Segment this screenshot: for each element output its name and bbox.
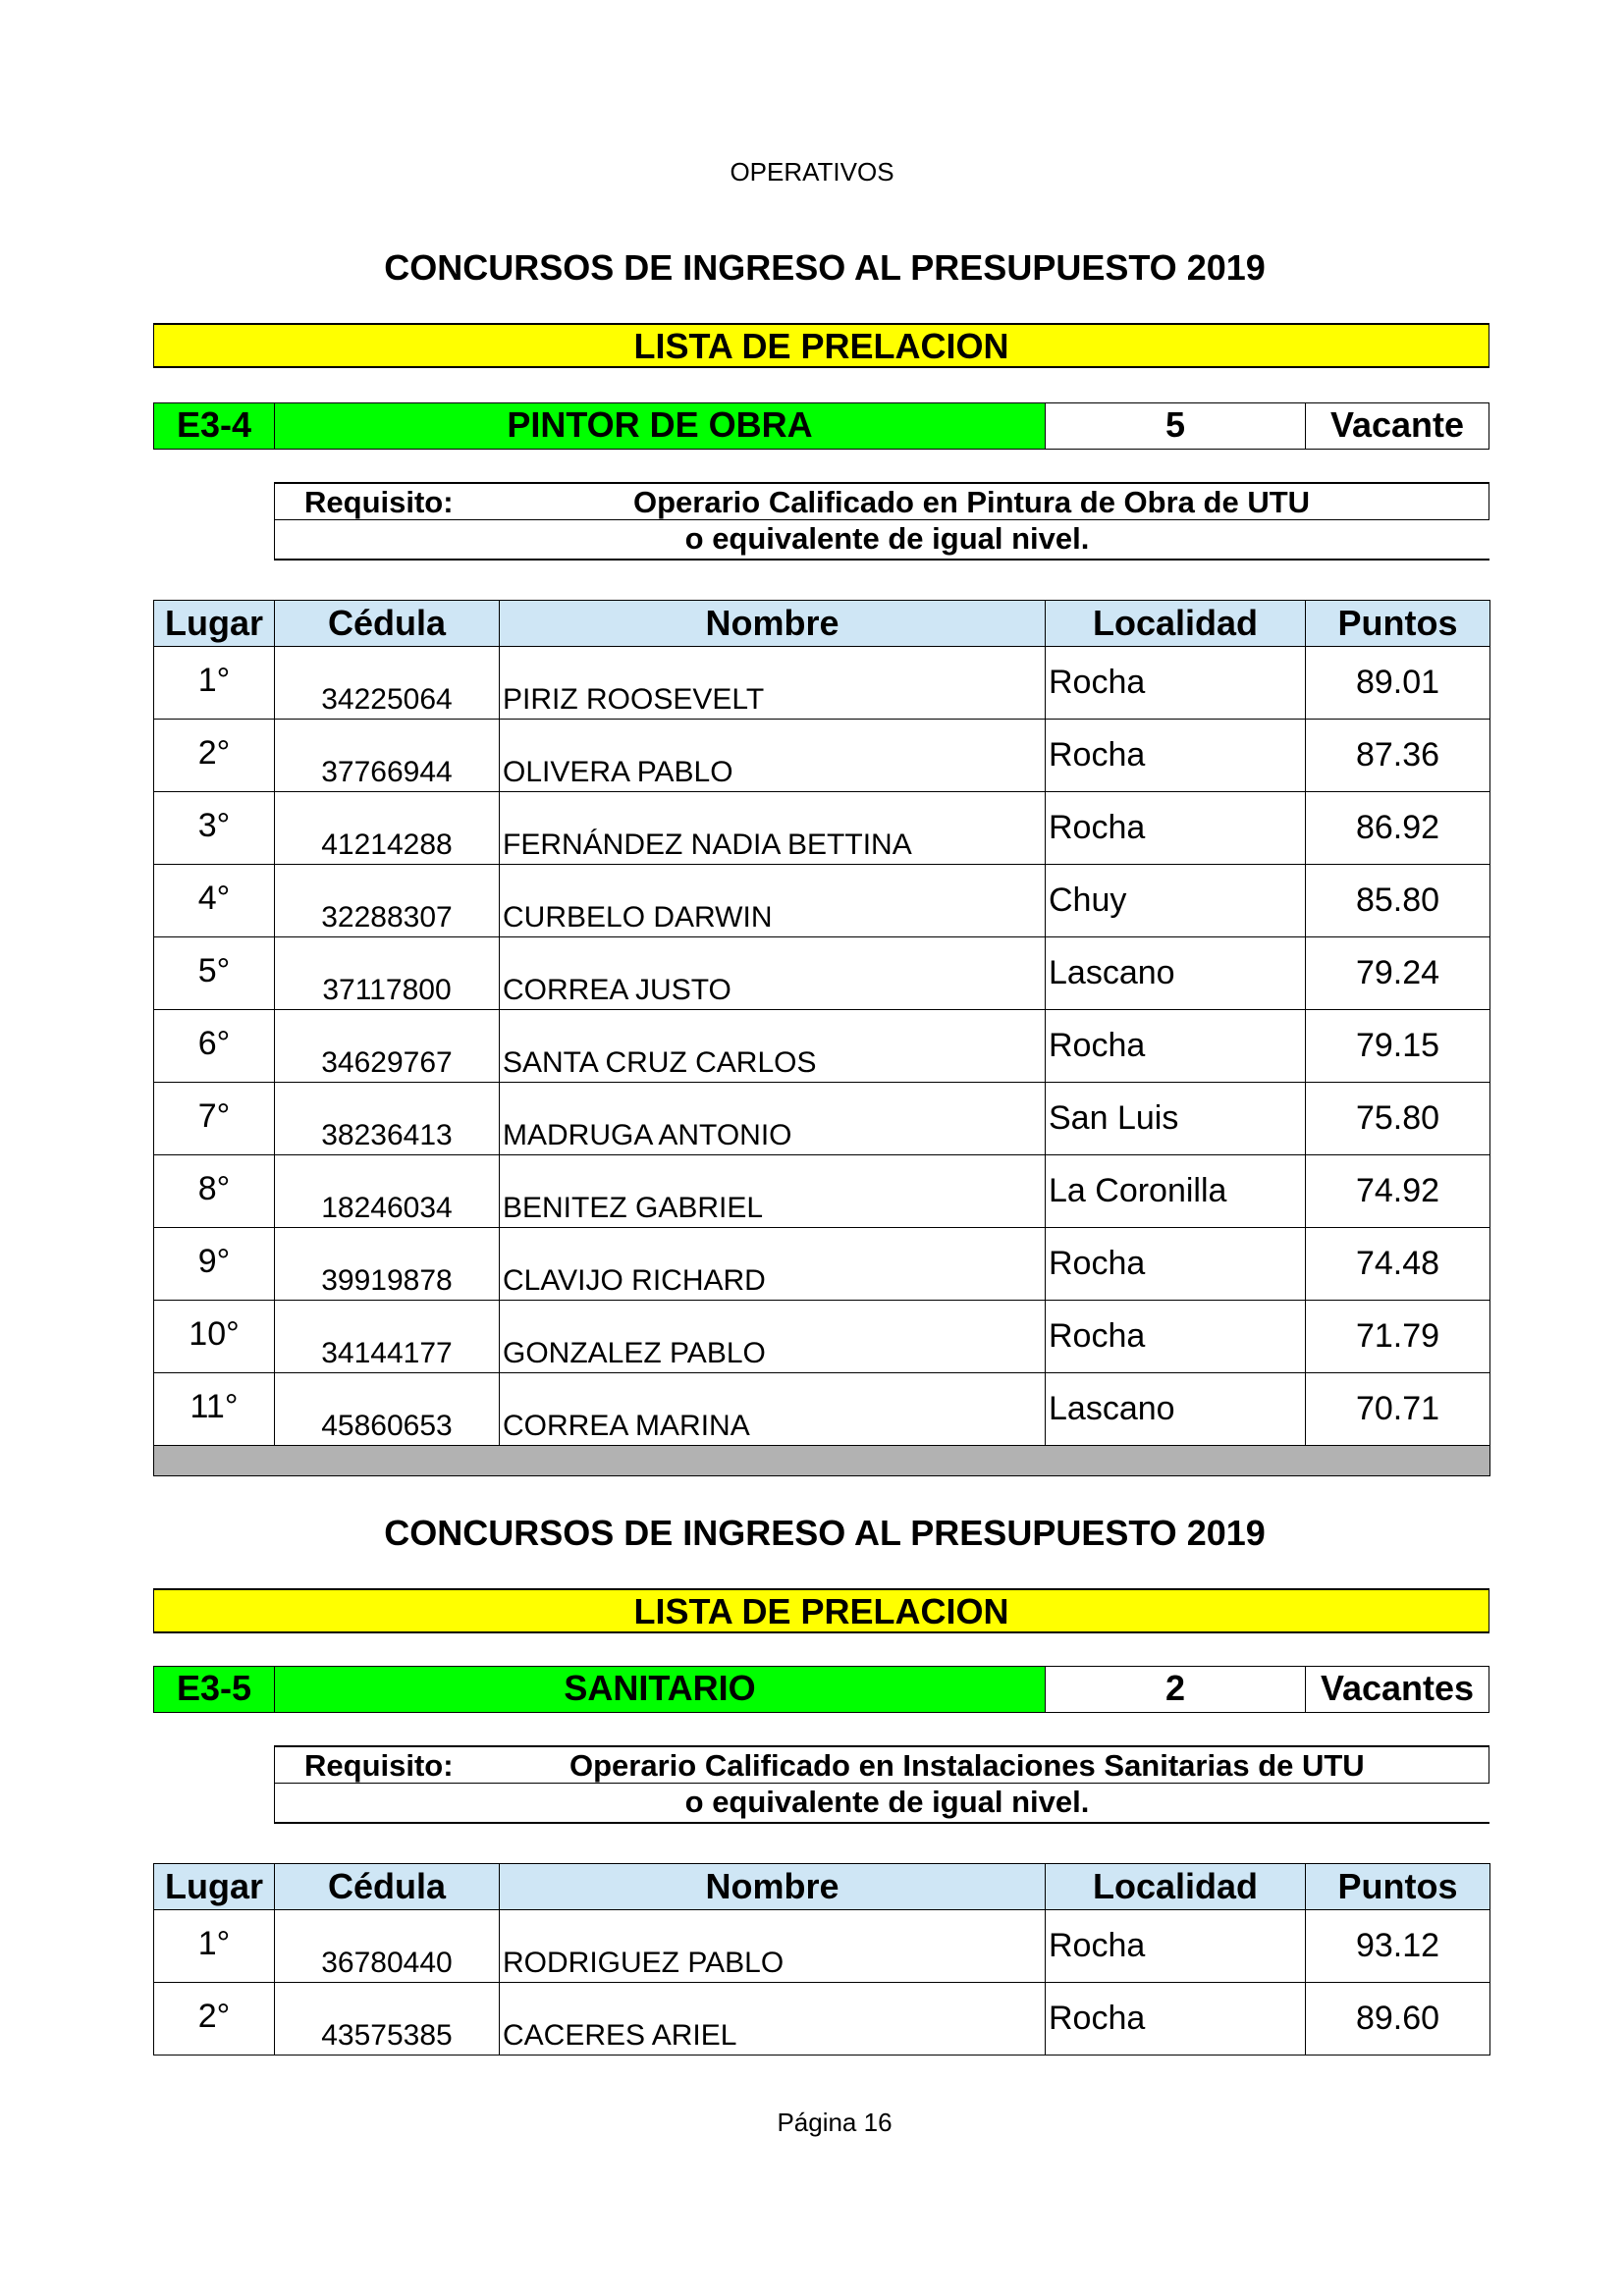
cell-nombre: PIRIZ ROOSEVELT <box>500 647 1046 720</box>
cell-localidad: Rocha <box>1046 1983 1306 2056</box>
col-header-localidad: Localidad <box>1046 1864 1306 1910</box>
cell-localidad: Rocha <box>1046 792 1306 865</box>
cell-localidad: Rocha <box>1046 1010 1306 1083</box>
table-footer-cell <box>154 1446 1490 1476</box>
cell-cedula: 37766944 <box>275 720 500 792</box>
cell-localidad: Lascano <box>1046 937 1306 1010</box>
cell-nombre: MADRUGA ANTONIO <box>500 1083 1046 1155</box>
requirement-label: Requisito: <box>304 485 454 519</box>
cell-puntos: 89.01 <box>1306 647 1490 720</box>
job-code: E3-4 <box>154 403 275 449</box>
cell-lugar: 2° <box>154 720 275 792</box>
cell-lugar: 3° <box>154 792 275 865</box>
cell-puntos: 89.60 <box>1306 1983 1490 2056</box>
cell-puntos: 85.80 <box>1306 865 1490 937</box>
table-row <box>154 1228 1490 1301</box>
col-header-localidad: Localidad <box>1046 601 1306 647</box>
cell-cedula: 34225064 <box>275 647 500 720</box>
section-1-requirement <box>274 482 1489 561</box>
requirement-line-2: o equivalente de igual nivel. <box>274 520 1489 561</box>
cell-lugar: 1° <box>154 1910 275 1983</box>
col-header-cedula: Cédula <box>275 601 500 647</box>
cell-lugar: 8° <box>154 1155 275 1228</box>
table-row <box>154 1083 1490 1155</box>
cell-cedula: 38236413 <box>275 1083 500 1155</box>
table-row <box>154 937 1490 1010</box>
cell-lugar: 6° <box>154 1010 275 1083</box>
table-row <box>154 647 1490 720</box>
cell-puntos: 86.92 <box>1306 792 1490 865</box>
cell-lugar: 1° <box>154 647 275 720</box>
cell-cedula: 39919878 <box>275 1228 500 1301</box>
table-header-row <box>154 1864 1490 1910</box>
cell-lugar: 4° <box>154 865 275 937</box>
vacancy-label: Vacante <box>1306 403 1489 449</box>
section-2-job-row <box>153 1666 1489 1713</box>
requirement-line-2: o equivalente de igual nivel. <box>274 1784 1489 1824</box>
cell-cedula: 45860653 <box>275 1373 500 1446</box>
cell-nombre: SANTA CRUZ CARLOS <box>500 1010 1046 1083</box>
cell-nombre: GONZALEZ PABLO <box>500 1301 1046 1373</box>
cell-cedula: 34144177 <box>275 1301 500 1373</box>
job-code: E3-5 <box>154 1667 275 1712</box>
cell-lugar: 5° <box>154 937 275 1010</box>
table-row <box>154 1983 1490 2056</box>
cell-puntos: 93.12 <box>1306 1910 1490 1983</box>
cell-cedula: 37117800 <box>275 937 500 1010</box>
cell-nombre: CORREA MARINA <box>500 1373 1046 1446</box>
cell-lugar: 7° <box>154 1083 275 1155</box>
cell-cedula: 34629767 <box>275 1010 500 1083</box>
cell-cedula: 18246034 <box>275 1155 500 1228</box>
col-header-puntos: Puntos <box>1306 601 1490 647</box>
cell-localidad: Lascano <box>1046 1373 1306 1446</box>
section-2-list-label: LISTA DE PRELACION <box>153 1588 1489 1633</box>
cell-puntos: 79.24 <box>1306 937 1490 1010</box>
cell-puntos: 74.92 <box>1306 1155 1490 1228</box>
col-header-cedula: Cédula <box>275 1864 500 1910</box>
col-header-lugar: Lugar <box>154 601 275 647</box>
cell-puntos: 75.80 <box>1306 1083 1490 1155</box>
requirement-line-1: Operario Calificado en Instalaciones Sanitarias de UTU <box>569 1748 1365 1783</box>
vacancy-count: 5 <box>1046 403 1306 449</box>
job-name: PINTOR DE OBRA <box>275 403 1046 449</box>
page-header: OPERATIVOS <box>730 157 894 187</box>
cell-localidad: La Coronilla <box>1046 1155 1306 1228</box>
cell-localidad: Rocha <box>1046 1228 1306 1301</box>
section-1-title: CONCURSOS DE INGRESO AL PRESUPUESTO 2019 <box>384 247 1266 288</box>
cell-localidad: Rocha <box>1046 1301 1306 1373</box>
cell-cedula: 32288307 <box>275 865 500 937</box>
col-header-puntos: Puntos <box>1306 1864 1490 1910</box>
col-header-lugar: Lugar <box>154 1864 275 1910</box>
section-2-title: CONCURSOS DE INGRESO AL PRESUPUESTO 2019 <box>384 1513 1266 1553</box>
cell-nombre: CACERES ARIEL <box>500 1983 1046 2056</box>
cell-nombre: BENITEZ GABRIEL <box>500 1155 1046 1228</box>
job-name: SANITARIO <box>275 1667 1046 1712</box>
cell-localidad: San Luis <box>1046 1083 1306 1155</box>
cell-nombre: OLIVERA PABLO <box>500 720 1046 792</box>
cell-localidad: Chuy <box>1046 865 1306 937</box>
cell-nombre: FERNÁNDEZ NADIA BETTINA <box>500 792 1046 865</box>
col-header-nombre: Nombre <box>500 601 1046 647</box>
cell-puntos: 71.79 <box>1306 1301 1490 1373</box>
table-row <box>154 1373 1490 1446</box>
cell-lugar: 9° <box>154 1228 275 1301</box>
table-row <box>154 792 1490 865</box>
requirement-label: Requisito: <box>304 1748 454 1783</box>
cell-puntos: 70.71 <box>1306 1373 1490 1446</box>
table-row <box>154 1910 1490 1983</box>
cell-nombre: CORREA JUSTO <box>500 937 1046 1010</box>
page-number: Página 16 <box>777 2108 893 2137</box>
cell-puntos: 87.36 <box>1306 720 1490 792</box>
cell-puntos: 74.48 <box>1306 1228 1490 1301</box>
requirement-line-1: Operario Calificado en Pintura de Obra de UTU <box>633 485 1311 519</box>
table-footer-row <box>154 1446 1490 1476</box>
section-1-job-row <box>153 402 1489 450</box>
table-row <box>154 720 1490 792</box>
col-header-nombre: Nombre <box>500 1864 1046 1910</box>
table-row <box>154 1301 1490 1373</box>
cell-localidad: Rocha <box>1046 720 1306 792</box>
cell-nombre: CURBELO DARWIN <box>500 865 1046 937</box>
table-header-row <box>154 601 1490 647</box>
cell-localidad: Rocha <box>1046 1910 1306 1983</box>
vacancy-count: 2 <box>1046 1667 1306 1712</box>
cell-puntos: 79.15 <box>1306 1010 1490 1083</box>
vacancy-label: Vacantes <box>1306 1667 1489 1712</box>
table-row <box>154 1010 1490 1083</box>
cell-nombre: CLAVIJO RICHARD <box>500 1228 1046 1301</box>
cell-lugar: 10° <box>154 1301 275 1373</box>
cell-cedula: 41214288 <box>275 792 500 865</box>
section-2-requirement <box>274 1745 1489 1824</box>
table-row <box>154 865 1490 937</box>
cell-lugar: 11° <box>154 1373 275 1446</box>
cell-cedula: 36780440 <box>275 1910 500 1983</box>
section-1-ranking-table <box>153 600 1490 1476</box>
section-1-list-label: LISTA DE PRELACION <box>153 323 1489 368</box>
cell-localidad: Rocha <box>1046 647 1306 720</box>
cell-lugar: 2° <box>154 1983 275 2056</box>
cell-cedula: 43575385 <box>275 1983 500 2056</box>
cell-nombre: RODRIGUEZ PABLO <box>500 1910 1046 1983</box>
table-row <box>154 1155 1490 1228</box>
section-2-ranking-table <box>153 1863 1490 2056</box>
